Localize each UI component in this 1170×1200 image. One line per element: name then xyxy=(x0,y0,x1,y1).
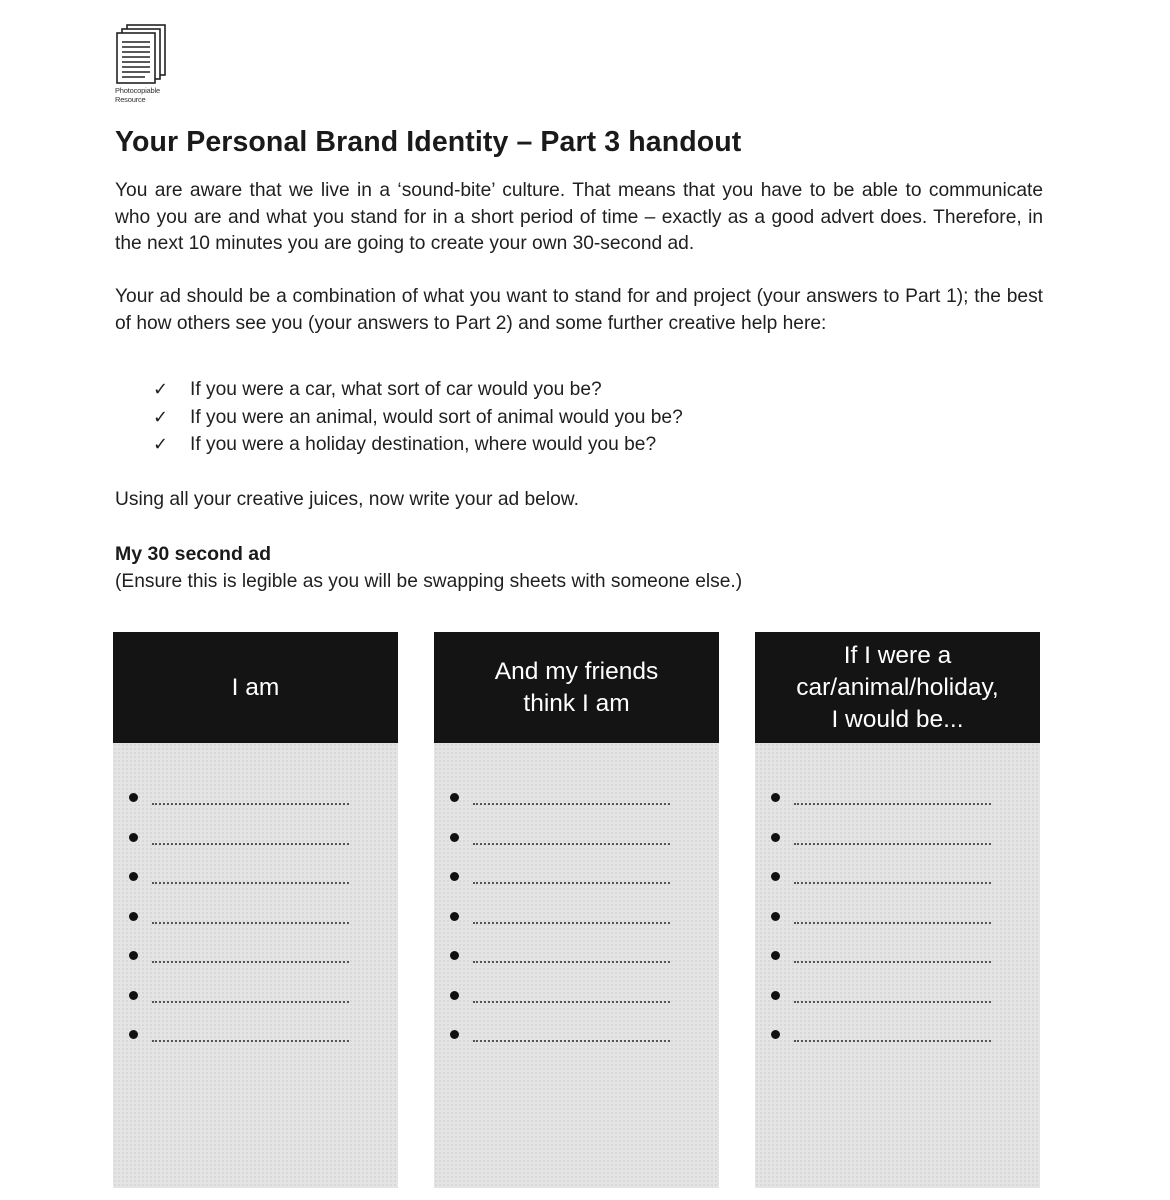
writing-line xyxy=(771,862,991,902)
dotted-line xyxy=(152,862,349,884)
writing-line xyxy=(450,823,670,863)
dotted-line xyxy=(473,823,670,845)
dotted-line xyxy=(794,862,991,884)
column-body xyxy=(755,743,1040,1188)
prompt-checklist xyxy=(153,376,683,459)
dotted-line xyxy=(152,783,349,805)
column-would-be xyxy=(755,632,1040,1188)
bullet-icon xyxy=(450,1030,459,1039)
page-title: Your Personal Brand Identity – Part 3 handout xyxy=(115,126,742,158)
dotted-line xyxy=(152,981,349,1003)
caption-line-2: Resource xyxy=(115,94,146,104)
dotted-line xyxy=(794,902,991,924)
dotted-line xyxy=(794,783,991,805)
bullet-icon xyxy=(771,793,780,802)
writing-line xyxy=(129,823,349,863)
writing-line xyxy=(771,941,991,981)
bullet-icon xyxy=(771,872,780,881)
bullet-icon xyxy=(129,793,138,802)
checklist-item-text: If you were a holiday destination, where would you be? xyxy=(190,434,657,455)
photocopiable-caption xyxy=(115,87,185,104)
dotted-line xyxy=(473,783,670,805)
ad-heading: My 30 second ad xyxy=(115,543,272,565)
writing-line xyxy=(771,981,991,1021)
dotted-line xyxy=(473,862,670,884)
bullet-icon xyxy=(771,1030,780,1039)
column-body xyxy=(113,743,398,1188)
checklist-item xyxy=(153,404,683,432)
dotted-line xyxy=(473,902,670,924)
dotted-line xyxy=(473,1020,670,1042)
writing-line xyxy=(450,981,670,1021)
writing-line xyxy=(771,1020,991,1060)
writing-line xyxy=(129,862,349,902)
photocopy-icon xyxy=(115,24,167,86)
writing-line xyxy=(450,941,670,981)
dotted-line xyxy=(152,1020,349,1042)
bullet-icon xyxy=(450,912,459,921)
bullet-icon xyxy=(129,872,138,881)
column-friends-think xyxy=(434,632,719,1188)
writing-line xyxy=(771,902,991,942)
column-i-am xyxy=(113,632,398,1188)
dotted-line xyxy=(473,981,670,1003)
bullet-icon xyxy=(450,951,459,960)
bullet-icon xyxy=(129,1030,138,1039)
writing-line xyxy=(129,981,349,1021)
bullet-icon xyxy=(450,872,459,881)
dotted-line xyxy=(794,981,991,1003)
writing-lines xyxy=(771,783,991,1060)
writing-line xyxy=(450,862,670,902)
ad-note: (Ensure this is legible as you will be swapping sheets with someone else.) xyxy=(115,571,743,592)
writing-line xyxy=(450,1020,670,1060)
photocopiable-badge xyxy=(115,24,185,104)
bullet-icon xyxy=(771,951,780,960)
combination-paragraph: Your ad should be a combination of what you want to stand for and project (your answers to Part 1); the best of how others see you (your answers to Part 2) and some further creative help here: xyxy=(115,286,1043,334)
column-header-line: I would be... xyxy=(831,705,964,733)
column-header xyxy=(755,632,1040,743)
writing-line xyxy=(129,783,349,823)
handout-page xyxy=(115,0,1045,1200)
check-icon: ✓ xyxy=(153,379,169,400)
check-icon: ✓ xyxy=(153,406,169,428)
instruction-paragraph: Using all your creative juices, now write your ad below. xyxy=(115,489,579,510)
checklist-item xyxy=(153,376,683,404)
dotted-line xyxy=(794,823,991,845)
checklist-item xyxy=(153,431,683,459)
column-header xyxy=(434,632,719,743)
dotted-line xyxy=(152,941,349,963)
column-header-line: If I were a xyxy=(843,641,952,669)
column-header-line: car/animal/holiday, xyxy=(796,673,999,701)
writing-line xyxy=(129,1020,349,1060)
bullet-icon xyxy=(129,991,138,1000)
checklist-item-text: If you were a car, what sort of car would you be? xyxy=(190,379,602,400)
bullet-icon xyxy=(771,833,780,842)
bullet-icon xyxy=(771,991,780,1000)
writing-line xyxy=(450,902,670,942)
caption-line-1: Photocopiable xyxy=(115,86,160,95)
bullet-icon xyxy=(771,912,780,921)
dotted-line xyxy=(794,1020,991,1042)
column-header-line: I am xyxy=(231,673,280,701)
bullet-icon xyxy=(129,833,138,842)
dotted-line xyxy=(152,823,349,845)
dotted-line xyxy=(473,941,670,963)
writing-line xyxy=(771,823,991,863)
writing-line xyxy=(129,941,349,981)
column-header-line: think I am xyxy=(523,689,630,717)
column-header-line: And my friends xyxy=(494,657,659,685)
bullet-icon xyxy=(129,912,138,921)
column-header xyxy=(113,632,398,743)
checklist-item-text: If you were an animal, would sort of animal would you be? xyxy=(190,406,683,428)
writing-line xyxy=(129,902,349,942)
bullet-icon xyxy=(129,951,138,960)
dotted-line xyxy=(794,941,991,963)
writing-lines xyxy=(129,783,349,1060)
writing-lines xyxy=(450,783,670,1060)
bullet-icon xyxy=(450,793,459,802)
column-body xyxy=(434,743,719,1188)
intro-paragraph: You are aware that we live in a ‘sound-bite’ culture. That means that you have to be able to communicate who you are and what you stand for in a short period of time – exactly as a good advert does. Therefore, in the next 10 minutes you are going to create your own 30-second ad. xyxy=(115,180,1043,254)
check-icon: ✓ xyxy=(153,434,169,455)
writing-line xyxy=(450,783,670,823)
bullet-icon xyxy=(450,991,459,1000)
dotted-line xyxy=(152,902,349,924)
writing-line xyxy=(771,783,991,823)
bullet-icon xyxy=(450,833,459,842)
